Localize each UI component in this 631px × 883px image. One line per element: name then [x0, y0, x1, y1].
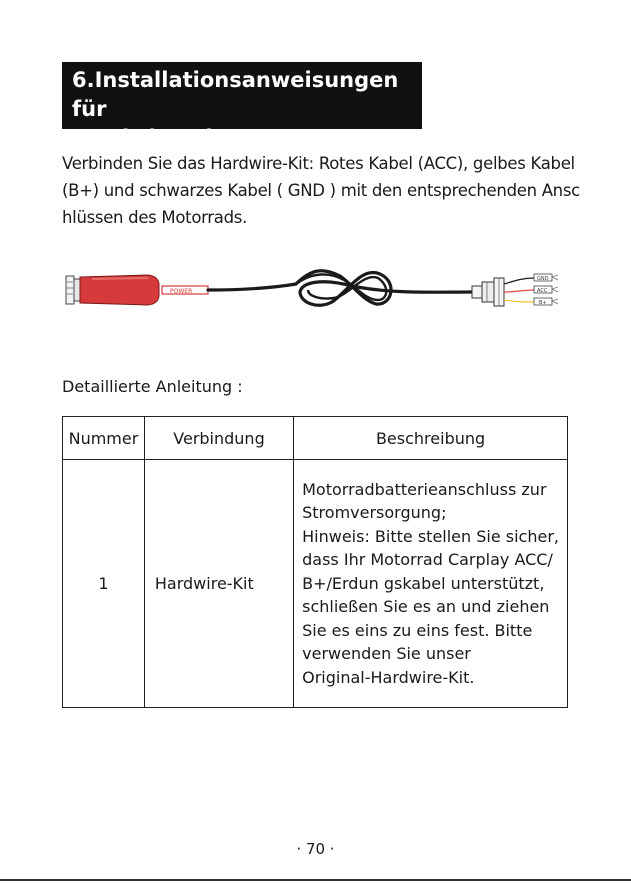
table-header-row [63, 417, 568, 460]
detailed-instructions-label: Detaillierte Anleitung : [62, 377, 243, 396]
row-description [294, 460, 568, 708]
description-line: dass Ihr Motorrad Carplay ACC/ [302, 550, 553, 570]
connector-tip [66, 276, 80, 304]
b-plus-wire [504, 300, 534, 302]
wire-label-acc: ACC [537, 288, 548, 294]
description-line: verwenden Sie unser [302, 644, 471, 664]
power-label-text: POWER [170, 288, 193, 295]
section-heading [62, 62, 422, 150]
description-line: Hinweis: Bitte stellen Sie sicher, [302, 526, 559, 546]
fuse-connector [472, 278, 504, 306]
section-heading-line-2: Hardwire-Kits [72, 126, 236, 150]
intro-line-1: Verbinden Sie das Hardwire-Kit: Rotes Kabel (ACC), gelbes Kabel [62, 154, 575, 173]
description-line: Original-Hardwire-Kit. [302, 667, 475, 687]
intro-paragraph [62, 150, 580, 231]
description-line: schließen Sie es an und ziehen [302, 597, 550, 617]
header-connection: Verbindung [144, 417, 293, 460]
acc-wire [504, 290, 534, 292]
description-line: Motorradbatterieanschluss zur [302, 479, 547, 499]
row-connection: Hardwire-Kit [144, 460, 293, 708]
header-description: Beschreibung [294, 417, 568, 460]
intro-line-2: (B+) und schwarzes Kabel ( GND ) mit den entsprechenden Ansc [62, 181, 580, 200]
intro-line-3: hlüssen des Motorrads. [62, 208, 248, 227]
header-number: Nummer [63, 417, 145, 460]
gnd-wire [504, 278, 534, 284]
row-number: 1 [63, 460, 145, 708]
section-heading-line-1: 6.Installationsanweisungen für [72, 68, 399, 121]
wire-label-b-plus: B+ [539, 300, 547, 306]
page-number: · 70 · [296, 840, 335, 858]
instruction-table [62, 416, 568, 708]
power-cable [208, 271, 472, 306]
page-bottom-rule [0, 879, 631, 881]
table-row [63, 460, 568, 708]
wire-label-gnd: GND [537, 276, 549, 282]
description-line: B+/Erdun gskabel unterstützt, [302, 573, 545, 593]
hardwire-kit-diagram [62, 262, 574, 322]
description-line: Sie es eins zu eins fest. Bitte [302, 620, 533, 640]
description-line: Stromversorgung; [302, 503, 447, 523]
